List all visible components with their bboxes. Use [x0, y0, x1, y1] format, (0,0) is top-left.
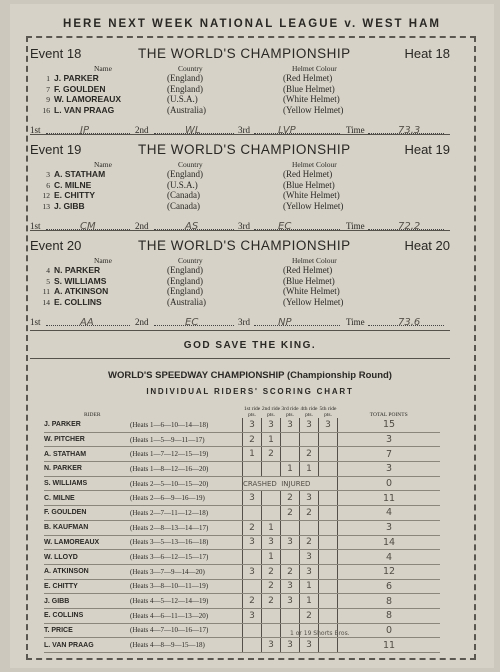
table-row — [44, 520, 440, 535]
ride-score: 3 — [262, 638, 281, 653]
rider-row — [30, 105, 450, 116]
score-rider-name: J. GIBB — [44, 594, 130, 609]
first-place-entry: JP — [80, 125, 89, 136]
total-points: 4 — [338, 550, 441, 565]
ride-score — [243, 550, 262, 565]
heat-numbers: (Heats 2—5—10—15—20) — [130, 476, 243, 491]
helmet-colour: (Yellow Helmet) — [283, 104, 344, 115]
rider-name: S. WILLIAMS — [54, 275, 107, 286]
table-row — [44, 432, 440, 447]
total-points: 4 — [338, 506, 441, 521]
event-header — [30, 46, 450, 64]
heat-numbers: (Heats 3—7—9—14—20) — [130, 564, 243, 579]
ride2-header: 2nd ride pts. — [261, 406, 281, 418]
second-label: 2nd — [135, 125, 149, 135]
rider-country: (England) — [167, 169, 203, 179]
rider-number: 12 — [42, 191, 50, 200]
footnote: 1 or 19 Shorts Bros. — [290, 630, 350, 637]
heat-numbers: (Heats 2—6—9—16—19) — [130, 491, 243, 506]
table-row — [44, 550, 440, 565]
ride4-header: 4th ride pts. — [300, 406, 318, 418]
table-row — [44, 608, 440, 623]
total-points: 15 — [338, 418, 441, 432]
ride-score — [262, 462, 281, 477]
rider-country: (Canada) — [167, 190, 200, 200]
event-block — [30, 46, 450, 137]
section-divider — [30, 230, 450, 231]
helmet-colour: (Blue Helmet) — [283, 275, 335, 286]
ride-score: 1 — [300, 462, 319, 477]
rider-country: (Canada) — [167, 200, 200, 211]
ride-score — [262, 623, 281, 638]
rider-name: J. PARKER — [54, 73, 99, 83]
ride-score: 3 — [281, 535, 300, 550]
ride-score — [319, 564, 338, 579]
rider-number: 16 — [42, 105, 50, 115]
ride-score — [243, 638, 262, 653]
ride-score — [319, 462, 338, 477]
total-points: 6 — [338, 579, 441, 594]
ride-score: 2 — [262, 594, 281, 609]
first-label: 1st — [30, 125, 41, 135]
ride-score: 3 — [300, 550, 319, 565]
scoring-chart-table — [44, 400, 440, 653]
god-save-the-king: GOD SAVE THE KING. — [183, 340, 317, 351]
score-rider-name: C. MILNE — [44, 491, 130, 506]
third-label: 3rd — [238, 221, 250, 231]
ride-score: 2 — [243, 520, 262, 535]
second-place-entry: EC — [185, 317, 199, 328]
ride-score — [319, 535, 338, 550]
ride-score: 3 — [281, 579, 300, 594]
table-row — [44, 476, 440, 491]
total-points-header: TOTAL POINTS — [369, 412, 408, 418]
rider-country: (England) — [167, 265, 203, 275]
helmet-colour: (Yellow Helmet) — [283, 200, 344, 211]
time-label: Time — [346, 317, 365, 327]
third-place-entry: LVP — [278, 125, 296, 136]
event-label: Event 20 — [30, 238, 82, 253]
score-rider-name: N. PARKER — [44, 462, 130, 477]
table-row — [44, 579, 440, 594]
helmet-colour: (Red Helmet) — [283, 73, 333, 83]
first-label: 1st — [30, 221, 41, 231]
crash-note: CRASHED INJURED — [243, 476, 338, 491]
ride-score: 2 — [262, 564, 281, 579]
heat-numbers: (Heats 1—6—10—14—18) — [130, 418, 243, 432]
table-row — [44, 447, 440, 462]
helmet-colour: (Red Helmet) — [283, 265, 333, 275]
ride-score: 3 — [319, 418, 338, 432]
total-points: 11 — [338, 491, 441, 506]
ride-score: 3 — [300, 638, 319, 653]
section-divider — [30, 358, 450, 359]
scoring-chart-body — [44, 418, 440, 653]
ride-score: 1 — [281, 462, 300, 477]
table-row — [44, 491, 440, 506]
ride-score — [243, 623, 262, 638]
rider-row — [30, 73, 450, 84]
country-column-header: Country — [178, 160, 203, 169]
second-label: 2nd — [135, 317, 149, 327]
rider-row — [30, 297, 450, 308]
ride-score: 3 — [262, 418, 281, 432]
ride-score — [281, 520, 300, 535]
ride-score: 3 — [281, 638, 300, 653]
time-entry: 72.2 — [398, 221, 421, 232]
ride-score: 3 — [281, 594, 300, 609]
score-rider-name: L. VAN PRAAG — [44, 638, 130, 653]
scoring-chart-title: WORLD'S SPEEDWAY CHAMPIONSHIP (Championship Round) — [108, 370, 392, 381]
second-place-entry: AS — [185, 221, 199, 232]
ride-score — [243, 579, 262, 594]
third-place-entry: EC — [278, 221, 292, 232]
ride-score: 3 — [243, 535, 262, 550]
heat-numbers: (Heats 4—8—9—15—18) — [130, 638, 243, 653]
helmet-colour: (Red Helmet) — [283, 169, 333, 179]
time-entry: 73.3 — [398, 125, 421, 136]
total-points: 3 — [338, 462, 441, 477]
third-label: 3rd — [238, 317, 250, 327]
ride-score: 2 — [281, 491, 300, 506]
rider-number: 1 — [46, 74, 50, 83]
table-row — [44, 594, 440, 609]
event-header — [30, 238, 450, 256]
country-column-header: Country — [178, 256, 203, 265]
score-rider-name: F. GOULDEN — [44, 506, 130, 521]
total-points: 0 — [338, 623, 441, 638]
ride3-header: 3rd ride pts. — [281, 406, 299, 418]
column-headers — [30, 160, 450, 169]
heat-numbers: (Heats 3—8—10—11—19) — [130, 579, 243, 594]
rider-name: N. PARKER — [54, 265, 101, 275]
first-place-entry: CM — [80, 221, 96, 232]
ride-score: 3 — [300, 491, 319, 506]
ride-score: 1 — [262, 550, 281, 565]
score-rider-name: E. CHITTY — [44, 579, 130, 594]
event-title: THE WORLD'S CHAMPIONSHIP — [138, 142, 351, 157]
rider-name: A. STATHAM — [54, 169, 106, 179]
ride-score — [319, 491, 338, 506]
name-column-header: Name — [94, 160, 112, 169]
ride-score: 3 — [243, 491, 262, 506]
helmet-column-header: Helmet Colour — [292, 64, 337, 73]
rider-number: 6 — [46, 180, 50, 190]
ride-score: 1 — [262, 520, 281, 535]
score-rider-name: J. PARKER — [44, 418, 130, 432]
event-title: THE WORLD'S CHAMPIONSHIP — [138, 238, 351, 253]
ride-score: 3 — [262, 535, 281, 550]
ride-score — [281, 608, 300, 623]
table-row — [44, 462, 440, 477]
score-rider-name: B. KAUFMAN — [44, 520, 130, 535]
helmet-colour: (Blue Helmet) — [283, 83, 335, 94]
rider-row — [30, 190, 450, 201]
third-place-entry: NP — [278, 317, 292, 328]
ride-score — [319, 608, 338, 623]
score-rider-name: E. COLLINS — [44, 608, 130, 623]
helmet-colour: (White Helmet) — [283, 190, 340, 200]
table-row — [44, 535, 440, 550]
score-rider-name: T. PRICE — [44, 623, 130, 638]
ride-score — [319, 520, 338, 535]
scoring-chart-subtitle: INDIVIDUAL RIDERS' SCORING CHART — [146, 387, 354, 396]
helmet-colour: (White Helmet) — [283, 286, 340, 296]
rider-number: 4 — [46, 266, 50, 275]
first-place-entry: AA — [80, 317, 94, 328]
time-label: Time — [346, 221, 365, 231]
heat-label: Heat 18 — [404, 46, 450, 61]
rider-country: (England) — [167, 83, 203, 94]
rider-number: 7 — [46, 84, 50, 94]
helmet-colour: (Blue Helmet) — [283, 179, 335, 190]
score-rider-name: S. WILLIAMS — [44, 476, 130, 491]
rider-column-header: RIDER — [84, 412, 101, 418]
ride-score: 2 — [262, 447, 281, 462]
ride-score: 2 — [281, 506, 300, 521]
heat-numbers: (Heats 1—5—9—11—17) — [130, 432, 243, 447]
heat-numbers: (Heats 2—8—13—14—17) — [130, 520, 243, 535]
heat-numbers: (Heats 1—8—12—16—20) — [130, 462, 243, 477]
heat-numbers: (Heats 3—6—12—15—17) — [130, 550, 243, 565]
rider-name: C. MILNE — [54, 179, 92, 190]
table-row — [44, 623, 440, 638]
country-column-header: Country — [178, 64, 203, 73]
rider-row — [30, 84, 450, 95]
ride-score — [319, 432, 338, 447]
heat-numbers: (Heats 4—5—12—14—19) — [130, 594, 243, 609]
ride-score: 2 — [243, 594, 262, 609]
ride-score — [281, 432, 300, 447]
rider-country: (England) — [167, 275, 203, 286]
first-label: 1st — [30, 317, 41, 327]
rider-number: 3 — [46, 170, 50, 179]
ride-score: 3 — [243, 608, 262, 623]
total-points: 14 — [338, 535, 441, 550]
total-points: 8 — [338, 594, 441, 609]
ride5-header: 5th ride pts. — [319, 406, 337, 418]
rider-name: W. LAMOREAUX — [54, 94, 122, 104]
rider-name: E. CHITTY — [54, 190, 96, 200]
rider-country: (U.S.A.) — [167, 179, 198, 190]
rider-country: (England) — [167, 286, 203, 296]
heat-numbers: (Heats 4—7—10—16—17) — [130, 623, 243, 638]
score-rider-name: A. ATKINSON — [44, 564, 130, 579]
result-line — [30, 313, 450, 329]
ride-score: 2 — [281, 564, 300, 579]
rider-name: E. COLLINS — [54, 296, 102, 307]
table-row — [44, 638, 440, 653]
ride1-header: 1st ride pts. — [243, 406, 261, 418]
heat-numbers: (Heats 1—7—12—15—19) — [130, 447, 243, 462]
ride-score — [281, 550, 300, 565]
ride-score: 2 — [243, 432, 262, 447]
rider-name: F. GOULDEN — [54, 83, 106, 94]
ride-score — [300, 520, 319, 535]
ride-score: 3 — [300, 418, 319, 432]
rider-number: 9 — [46, 95, 50, 104]
event-title: THE WORLD'S CHAMPIONSHIP — [138, 46, 351, 61]
heat-numbers: (Heats 3—5—13—16—18) — [130, 535, 243, 550]
ride-score: 2 — [262, 579, 281, 594]
ride-score: 2 — [300, 608, 319, 623]
total-points: 8 — [338, 608, 441, 623]
total-points: 3 — [338, 432, 441, 447]
ride-score: 1 — [262, 432, 281, 447]
heat-label: Heat 19 — [404, 142, 450, 157]
rider-number: 5 — [46, 276, 50, 286]
ride-score: 3 — [243, 564, 262, 579]
helmet-colour: (White Helmet) — [283, 94, 340, 104]
helmet-column-header: Helmet Colour — [292, 160, 337, 169]
ride-score — [319, 579, 338, 594]
table-row — [44, 418, 440, 432]
ride-score: 1 — [243, 447, 262, 462]
name-column-header: Name — [94, 64, 112, 73]
rider-number: 11 — [42, 287, 50, 296]
second-label: 2nd — [135, 221, 149, 231]
score-rider-name: W. LAMOREAUX — [44, 535, 130, 550]
event-label: Event 19 — [30, 142, 82, 157]
ride-score: 2 — [300, 535, 319, 550]
ride-score: 3 — [243, 418, 262, 432]
score-rider-name: A. STATHAM — [44, 447, 130, 462]
ride-score — [243, 506, 262, 521]
total-points: 7 — [338, 447, 441, 462]
name-column-header: Name — [94, 256, 112, 265]
table-row — [44, 564, 440, 579]
ride-score — [300, 432, 319, 447]
ride-score — [319, 506, 338, 521]
heat-numbers: (Heats 2—7—11—12—18) — [130, 506, 243, 521]
third-label: 3rd — [238, 125, 250, 135]
next-week-banner: HERE NEXT WEEK NATIONAL LEAGUE v. WEST HAM — [63, 18, 441, 30]
event-block — [30, 142, 450, 233]
rider-row — [30, 180, 450, 191]
rider-row — [30, 169, 450, 180]
rider-row — [30, 201, 450, 212]
total-points: 0 — [338, 476, 441, 491]
rider-row — [30, 94, 450, 105]
rider-country: (U.S.A.) — [167, 94, 198, 104]
rider-name: A. ATKINSON — [54, 286, 109, 296]
rider-country: (England) — [167, 73, 203, 83]
rider-number: 13 — [42, 201, 50, 211]
event-header — [30, 142, 450, 160]
ride-score: 1 — [300, 579, 319, 594]
second-place-entry: WL — [185, 125, 201, 136]
score-rider-name: W. PITCHER — [44, 432, 130, 447]
section-divider — [30, 330, 450, 331]
ride-score: 3 — [281, 418, 300, 432]
ride-score — [319, 447, 338, 462]
helmet-colour: (Yellow Helmet) — [283, 296, 344, 307]
column-headers — [30, 256, 450, 265]
helmet-column-header: Helmet Colour — [292, 256, 337, 265]
ride-score — [262, 506, 281, 521]
ride-score — [262, 491, 281, 506]
ride-score — [243, 462, 262, 477]
event-block — [30, 238, 450, 329]
total-points: 11 — [338, 638, 441, 653]
time-label: Time — [346, 125, 365, 135]
time-entry: 73.6 — [398, 317, 421, 328]
rider-name: J. GIBB — [54, 200, 85, 211]
ride-score: 1 — [300, 594, 319, 609]
rider-row — [30, 276, 450, 287]
rider-number: 14 — [42, 297, 50, 307]
rider-row — [30, 265, 450, 276]
heat-numbers: (Heats 4—6—11—13—20) — [130, 608, 243, 623]
total-points: 3 — [338, 520, 441, 535]
column-headers — [30, 64, 450, 73]
rider-name: L. VAN PRAAG — [54, 104, 115, 115]
table-row — [44, 506, 440, 521]
rider-country: (Australia) — [167, 104, 206, 115]
section-divider — [30, 134, 450, 135]
total-points: 12 — [338, 564, 441, 579]
ride-score: 3 — [300, 564, 319, 579]
rider-row — [30, 286, 450, 297]
ride-score — [319, 594, 338, 609]
ride-score — [319, 550, 338, 565]
rider-country: (Australia) — [167, 296, 206, 307]
ride-score — [262, 608, 281, 623]
event-label: Event 18 — [30, 46, 82, 61]
ride-score: 2 — [300, 506, 319, 521]
ride-score — [319, 638, 338, 653]
score-rider-name: W. LLOYD — [44, 550, 130, 565]
ride-score — [281, 447, 300, 462]
ride-score: 2 — [300, 447, 319, 462]
heat-label: Heat 20 — [404, 238, 450, 253]
